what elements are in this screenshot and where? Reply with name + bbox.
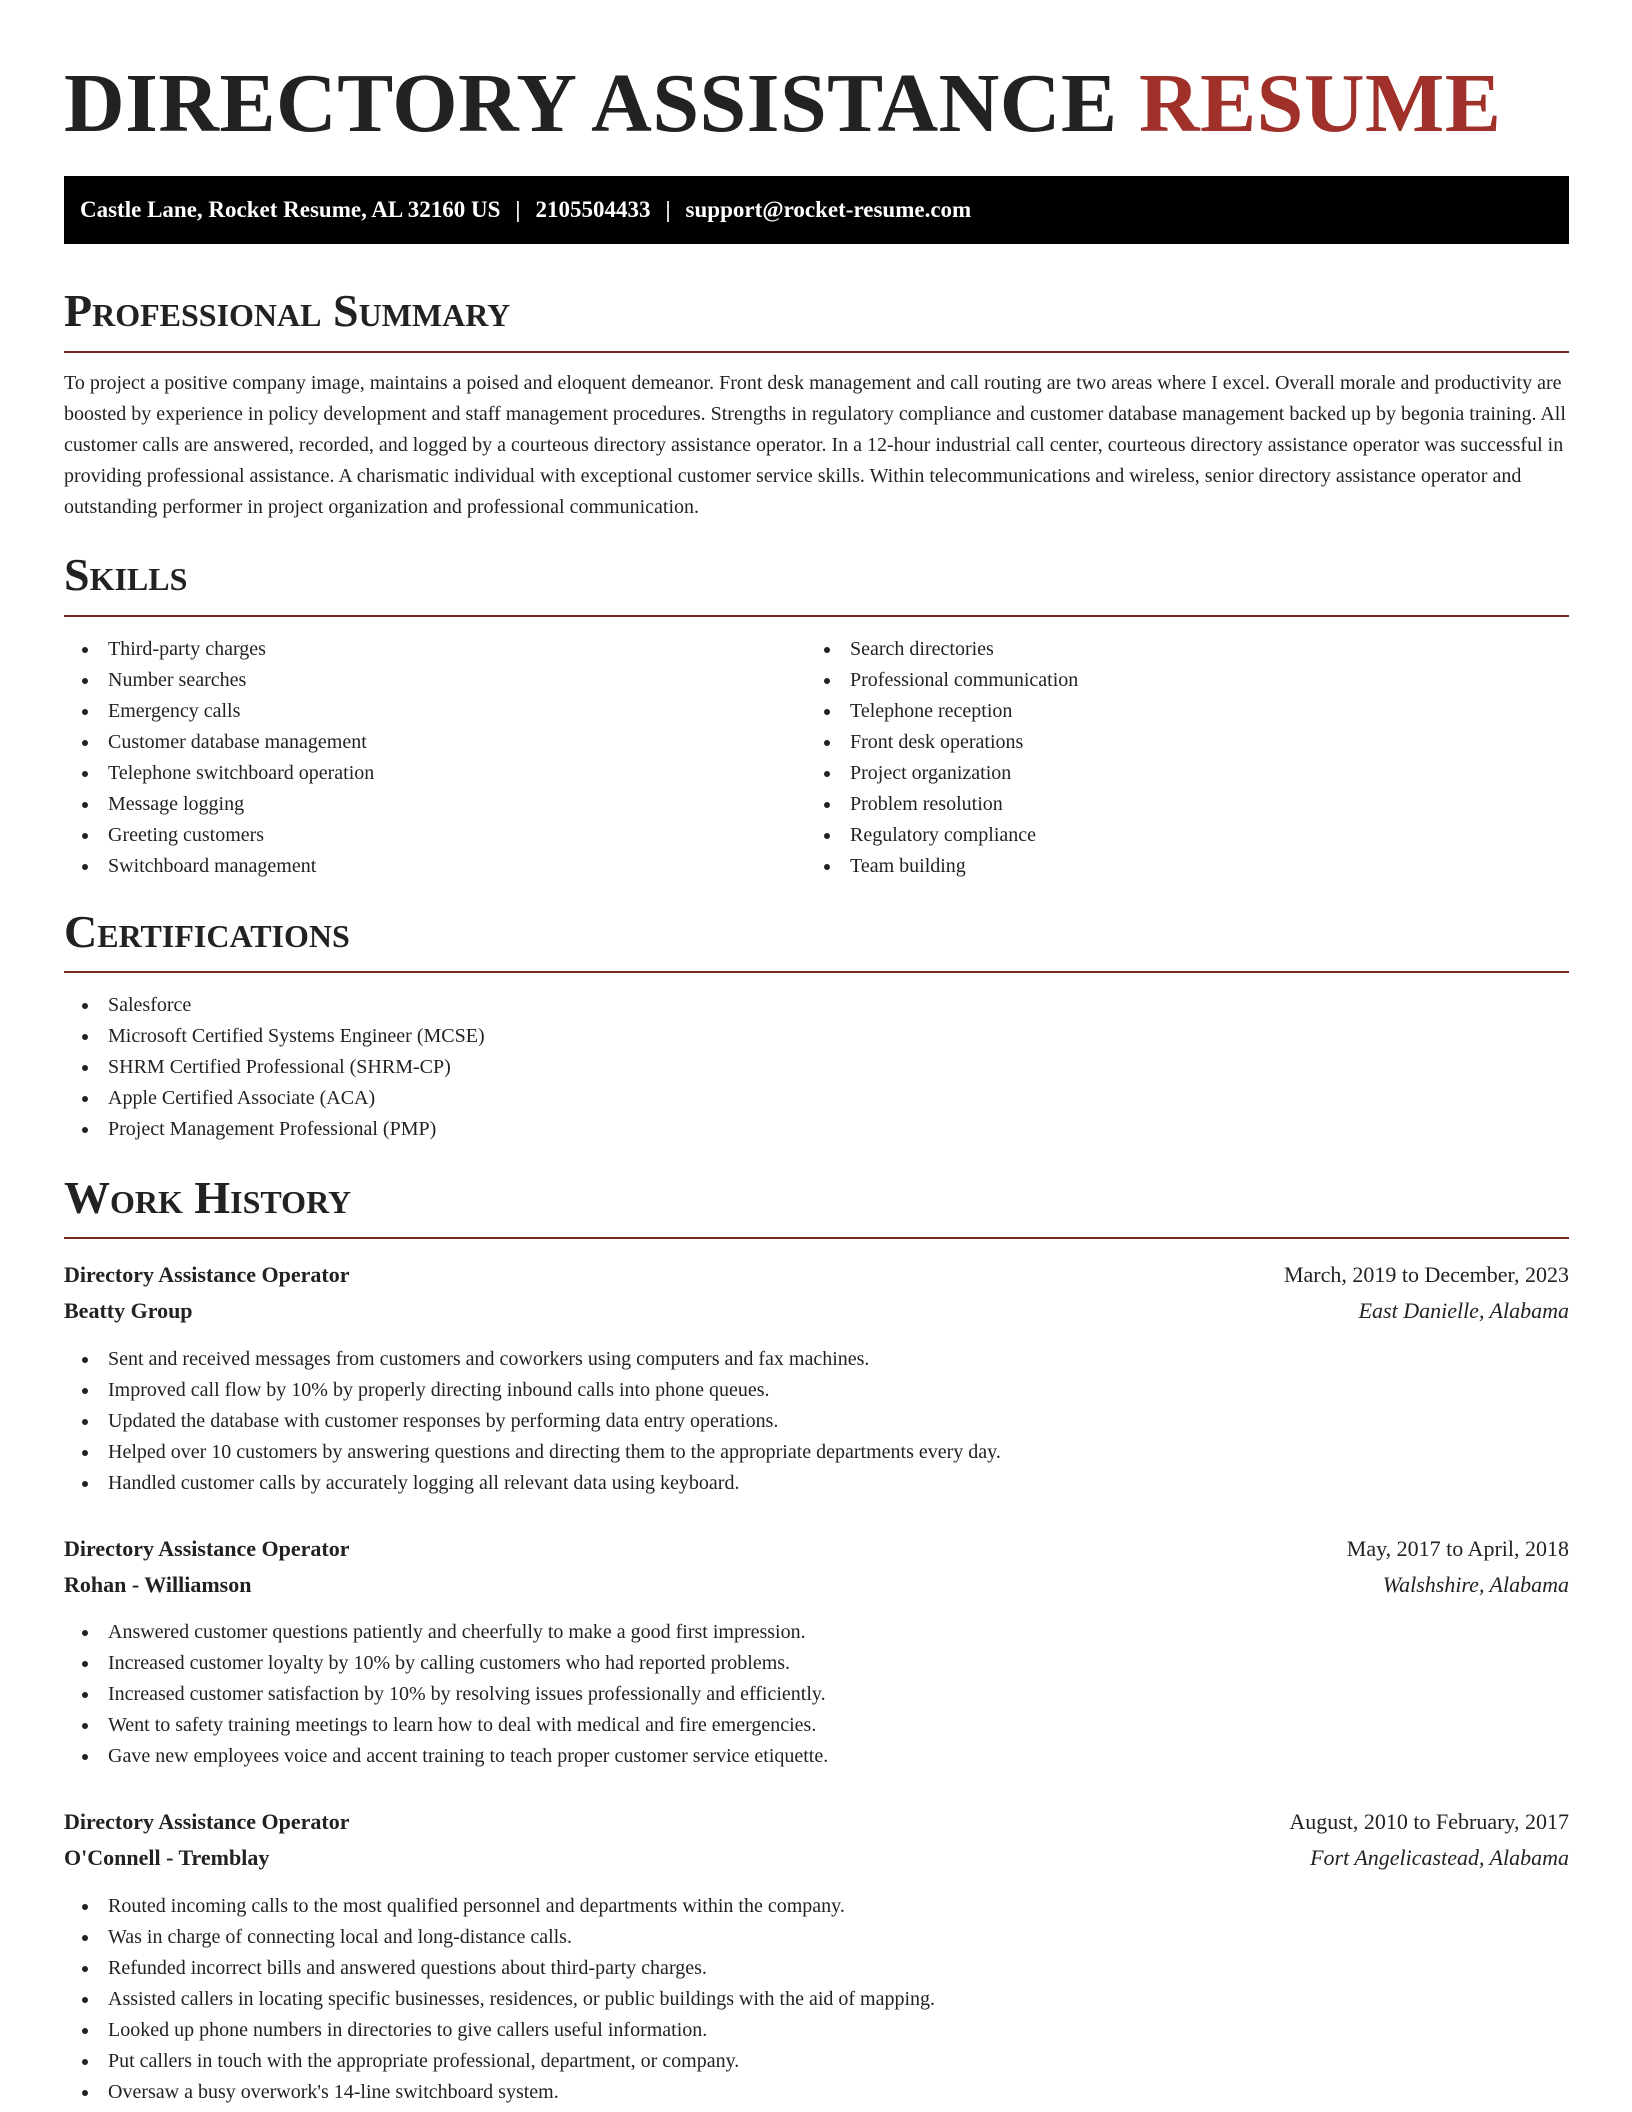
job-title: Directory Assistance Operator bbox=[64, 1809, 350, 1834]
skill-item: Message logging bbox=[64, 789, 374, 820]
job-duty-item: Increased customer satisfaction by 10% by resolving issues professionally and efficiently. bbox=[64, 1679, 828, 1710]
job-duty-item: Put callers in touch with the appropriate professional, department, or company. bbox=[64, 2046, 935, 2077]
job-duty-item: Handled customer calls by accurately logging all relevant data using keyboard. bbox=[64, 1468, 1001, 1499]
certification-item: SHRM Certified Professional (SHRM-CP) bbox=[64, 1052, 485, 1083]
skills-divider bbox=[64, 615, 1569, 617]
skill-item: Regulatory compliance bbox=[806, 820, 1078, 851]
job-duty-item: Updated the database with customer responses by performing data entry operations. bbox=[64, 1406, 1001, 1437]
job-duty-item: Refunded incorrect bills and answered questions about third-party charges. bbox=[64, 1953, 935, 1984]
summary-text: To project a positive company image, maintains a poised and eloquent demeanor. Front desk management and call routing are two areas where I excel. Overall morale and productivity are boosted by experience in policy development and staff management procedures. Strengths in regulatory compliance and customer database management backed up by begonia training. All customer calls are answered, recorded, and logged by a courteous directory assistance operator. In a 12-hour industrial call center, courteous directory assistance operator was successful in providing professional assistance. A charismatic individual with exceptional customer service skills. Within telecommunications and wireless, senior directory assistance operator and outstanding performer in project organization and professional communication. bbox=[64, 372, 1566, 518]
skill-item: Number searches bbox=[64, 665, 374, 696]
skill-item: Emergency calls bbox=[64, 696, 374, 727]
job-duty-item: Answered customer questions patiently and cheerfully to make a good first impression. bbox=[64, 1617, 828, 1648]
job-location: East Danielle, Alabama bbox=[1358, 1298, 1569, 1323]
job-duty-item: Increased customer loyalty by 10% by calling customers who had reported problems. bbox=[64, 1648, 828, 1679]
contact-address: Castle Lane, Rocket Resume, AL 32160 US bbox=[80, 197, 501, 222]
title-accent: RESUME bbox=[1138, 57, 1502, 150]
job-dates: August, 2010 to February, 2017 bbox=[1289, 1809, 1569, 1834]
certifications-list bbox=[64, 990, 485, 1145]
title-main: DIRECTORY ASSISTANCE bbox=[64, 57, 1118, 150]
resume-title bbox=[64, 48, 1501, 160]
contact-phone: 2105504433 bbox=[535, 197, 651, 222]
contact-bar bbox=[64, 176, 1569, 244]
job-title: Directory Assistance Operator bbox=[64, 1262, 350, 1287]
job-company: O'Connell - Tremblay bbox=[64, 1845, 270, 1870]
work-history-heading: Work History bbox=[64, 1172, 352, 1223]
skill-item: Front desk operations bbox=[806, 727, 1078, 758]
job-duties-list bbox=[64, 1617, 828, 1772]
job-duty-item: Looked up phone numbers in directories to give callers useful information. bbox=[64, 2015, 935, 2046]
job-location: Walshshire, Alabama bbox=[1382, 1572, 1569, 1597]
work-history-divider bbox=[64, 1237, 1569, 1239]
certifications-heading: Certifications bbox=[64, 906, 350, 957]
job-dates: March, 2019 to December, 2023 bbox=[1283, 1262, 1569, 1287]
job-company: Rohan - Williamson bbox=[64, 1572, 252, 1597]
contact-separator: | bbox=[515, 197, 521, 222]
skills-list-right bbox=[806, 634, 1078, 882]
certification-item: Microsoft Certified Systems Engineer (MCSE) bbox=[64, 1021, 485, 1052]
job-duty-item: Assisted callers in locating specific businesses, residences, or public buildings with the aid of mapping. bbox=[64, 1984, 935, 2015]
skill-item: Third-party charges bbox=[64, 634, 374, 665]
skill-item: Team building bbox=[806, 851, 1078, 882]
skill-item: Greeting customers bbox=[64, 820, 374, 851]
job-duty-item: Improved call flow by 10% by properly directing inbound calls into phone queues. bbox=[64, 1375, 1001, 1406]
job-duties-list bbox=[64, 1891, 935, 2108]
job-duty-item: Was in charge of connecting local and long-distance calls. bbox=[64, 1922, 935, 1953]
skill-item: Problem resolution bbox=[806, 789, 1078, 820]
skill-item: Professional communication bbox=[806, 665, 1078, 696]
job-duty-item: Gave new employees voice and accent training to teach proper customer service etiquette. bbox=[64, 1741, 828, 1772]
contact-email: support@rocket-resume.com bbox=[685, 197, 972, 222]
skill-item: Project organization bbox=[806, 758, 1078, 789]
skills-heading: Skills bbox=[64, 549, 188, 600]
job-duty-item: Oversaw a busy overwork's 14-line switchboard system. bbox=[64, 2077, 935, 2108]
summary-heading: Professional Summary bbox=[64, 285, 511, 336]
skill-item: Switchboard management bbox=[64, 851, 374, 882]
job-duty-item: Sent and received messages from customers and coworkers using computers and fax machines. bbox=[64, 1344, 1001, 1375]
certifications-divider bbox=[64, 971, 1569, 973]
job-title: Directory Assistance Operator bbox=[64, 1536, 350, 1561]
skill-item: Search directories bbox=[806, 634, 1078, 665]
certification-item: Salesforce bbox=[64, 990, 485, 1021]
job-duty-item: Helped over 10 customers by answering questions and directing them to the appropriate departments every day. bbox=[64, 1437, 1001, 1468]
job-location: Fort Angelicastead, Alabama bbox=[1310, 1845, 1569, 1870]
contact-separator: | bbox=[665, 197, 671, 222]
job-duty-item: Went to safety training meetings to learn how to deal with medical and fire emergencies. bbox=[64, 1710, 828, 1741]
skills-list-left bbox=[64, 634, 374, 882]
job-duties-list bbox=[64, 1344, 1001, 1499]
skill-item: Telephone reception bbox=[806, 696, 1078, 727]
skill-item: Telephone switchboard operation bbox=[64, 758, 374, 789]
certification-item: Project Management Professional (PMP) bbox=[64, 1114, 485, 1145]
job-duty-item: Routed incoming calls to the most qualified personnel and departments within the company. bbox=[64, 1891, 935, 1922]
skill-item: Customer database management bbox=[64, 727, 374, 758]
job-dates: May, 2017 to April, 2018 bbox=[1346, 1536, 1569, 1561]
certification-item: Apple Certified Associate (ACA) bbox=[64, 1083, 485, 1114]
job-company: Beatty Group bbox=[64, 1298, 193, 1323]
summary-divider bbox=[64, 351, 1569, 353]
